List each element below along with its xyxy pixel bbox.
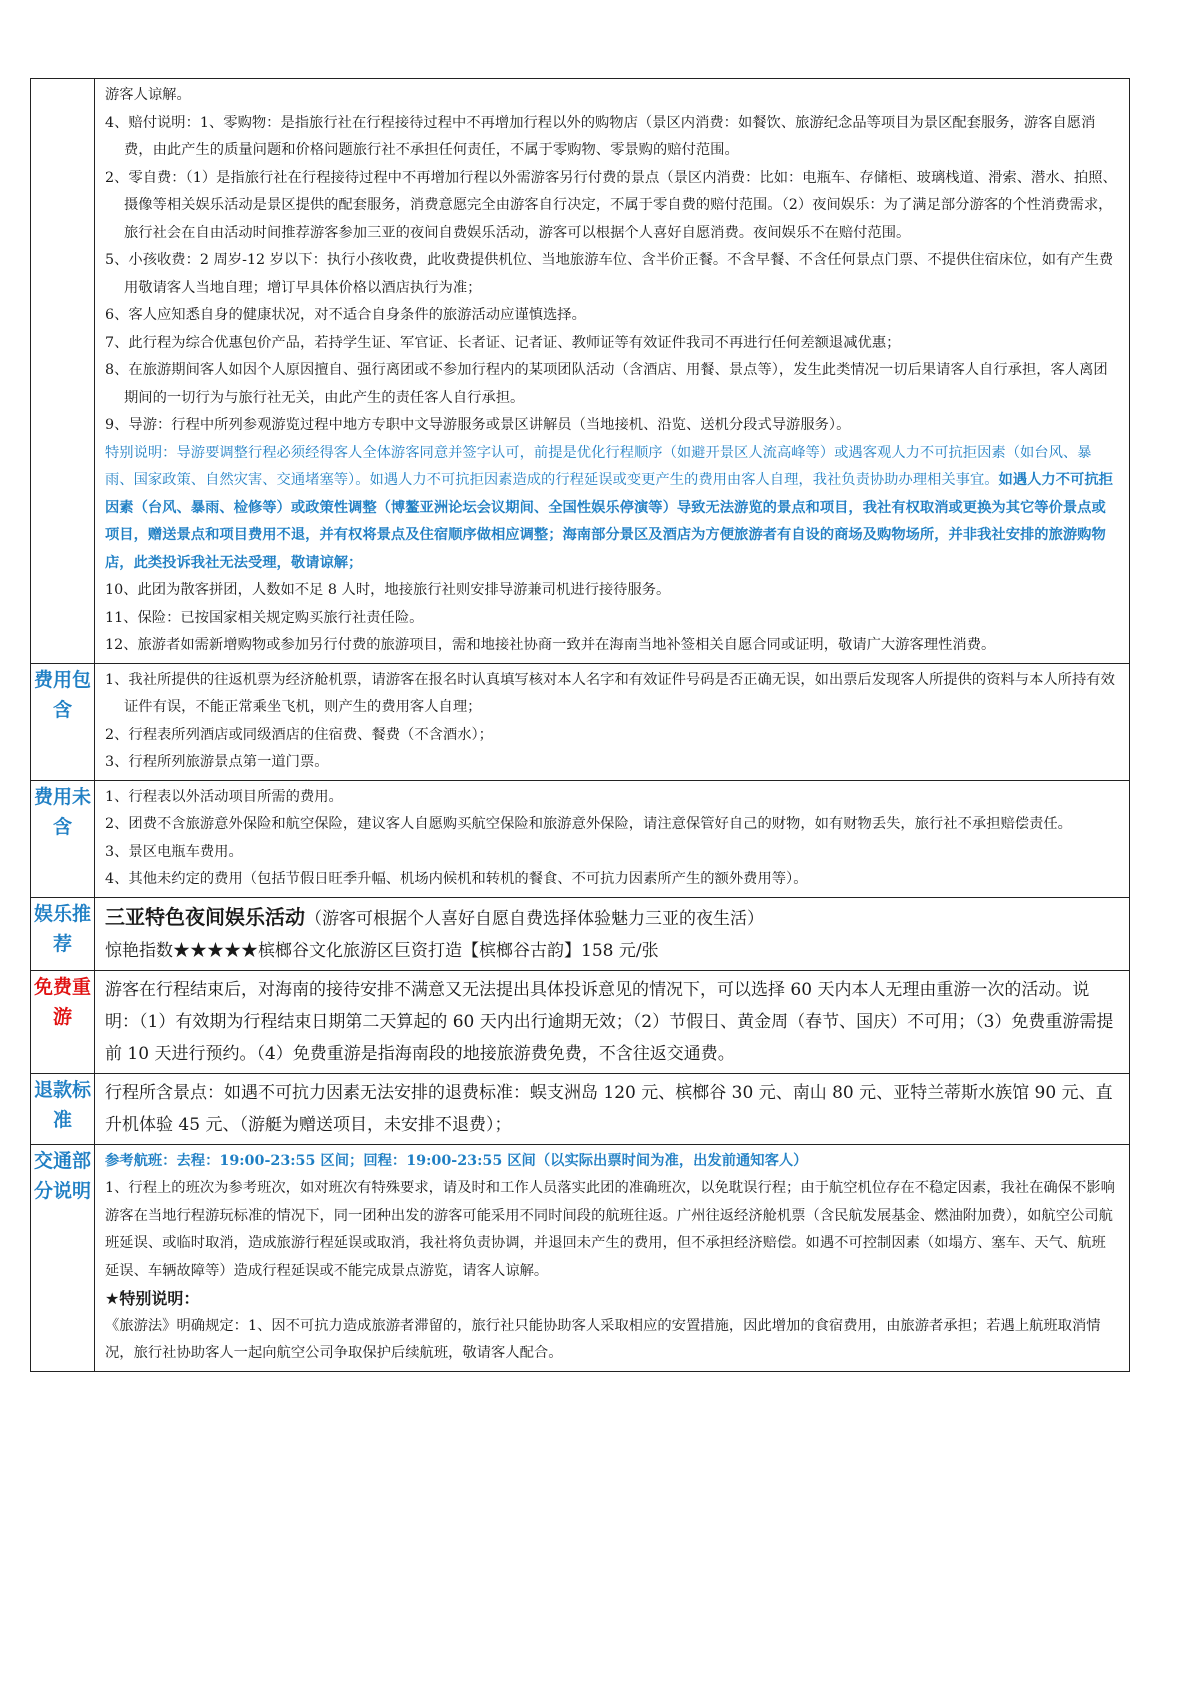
notes-content xyxy=(95,79,1130,664)
included-label: 费用包含 xyxy=(31,663,95,780)
special-note-blue xyxy=(105,440,1119,578)
notes-item: 4、赔付说明：1、零购物：是指旅行社在行程接待过程中不再增加行程以外的购物店（景区内消费：如餐饮、旅游纪念品等项目为景区配套服务，游客自愿消费，由此产生的质量问题和价格问题旅行社不承担任何责任，不属于零购物、零景购的赔付范围。 xyxy=(105,114,1096,158)
notes-intro: 游客人谅解。 xyxy=(105,87,191,103)
notes-item: 2、零自费：（1）是指旅行社在行程接待过程中不再增加行程以外需游客另行付费的景点（景区内消费：比如：电瓶车、存储柜、玻璃栈道、滑索、潜水、拍照、摄像等相关娱乐活动是景区提供的配套服务，消费意愿完全由游客自行决定，不属于零自费的赔付范围。（2）夜间娱乐：为了满足部分游客的个性消费需求，旅行社会在自由活动时间推荐游客参加三亚的夜间自费娱乐活动，游客可以根据个人喜好自愿消费。夜间娱乐不在赔付范围。 xyxy=(105,169,1117,241)
excluded-item: 1、行程表以外活动项目所需的费用。 xyxy=(105,788,343,805)
refund-text: 行程所含景点：如遇不可抗力因素无法安排的退费标准：蜈支洲岛 120 元、槟榔谷 30 元、南山 80 元、亚特兰蒂斯水族馆 90 元、直升机体验 45 元、（游艇为赠送项目，未安排不退费）； xyxy=(105,1082,1113,1135)
refund-label: 退款标准 xyxy=(31,1073,95,1144)
transport-content xyxy=(95,1144,1130,1371)
entertainment-label: 娱乐推荐 xyxy=(31,897,95,970)
transport-label: 交通部分说明 xyxy=(31,1144,95,1371)
free-retour-label: 免费重游 xyxy=(31,970,95,1073)
included-item: 2、行程表所列酒店或同级酒店的住宿费、餐费（不含酒水）； xyxy=(105,726,493,743)
refund-row xyxy=(31,1073,1130,1144)
notes-item: 6、客人应知悉自身的健康状况，对不适合自身条件的旅游活动应谨慎选择。 xyxy=(105,307,586,323)
flight-reference: 参考航班：去程：19:00-23:55 区间；回程：19:00-23:55 区间（以实际出票时间为准，出发前通知客人） xyxy=(105,1152,808,1169)
free-retour-text: 游客在行程结束后，对海南的接待安排不满意又无法提出具体投诉意见的情况下，可以选择 60 天内本人无理由重游一次的活动。说明：（1）有效期为行程结束日期第二天算起的 60 天内出行逾期无效；（2）节假日、黄金周（春节、国庆）不可用；（3）免费重游需提前 10 天进行预约。（4）免费重游是指海南段的地接旅游费免费，不含往返交通费。 xyxy=(105,979,1114,1064)
notes-label-cell xyxy=(31,79,95,664)
excluded-item: 4、其他未约定的费用（包括节假日旺季升幅、机场内候机和转机的餐食、不可抗力因素所产生的额外费用等）。 xyxy=(105,871,808,887)
notes-item: 11、保险：已按国家相关规定购买旅行社责任险。 xyxy=(105,609,424,626)
notes-row xyxy=(31,79,1130,664)
entertainment-row xyxy=(31,897,1130,970)
notes-item: 5、小孩收费：2 周岁-12 岁以下：执行小孩收费，此收费提供机位、当地旅游车位、含半价正餐。不含早餐、不含任何景点门票、不提供住宿床位，如有产生费用敬请客人当地自理；增订早具体价格以酒店执行为准； xyxy=(105,252,1114,296)
notes-item: 9、导游：行程中所列参观游览过程中地方专职中文导游服务或景区讲解员（当地接机、沿览、送机分段式导游服务）。 xyxy=(105,417,851,433)
entertainment-heading xyxy=(105,901,1119,935)
included-item: 1、我社所提供的往返机票为经济舱机票，请游客在报名时认真填写核对本人名字和有效证件号码是否正确无误，如出票后发现客人所提供的资料与本人所持有效证件有误，不能正常乘坐飞机，则产生的费用客人自理； xyxy=(105,671,1115,715)
included-item: 3、行程所列旅游景点第一道门票。 xyxy=(105,754,329,770)
notes-item: 12、旅游者如需新增购物或参加另行付费的旅游项目，需和地接社协商一致并在海南当地补签相关自愿合同或证明，敬请广大游客理性消费。 xyxy=(105,637,996,653)
special-text: 《旅游法》明确规定：1、因不可抗力造成旅游者滞留的，旅行社只能协助客人采取相应的安置措施，因此增加的食宿费用，由旅游者承担；若遇上航班取消情况，旅行社协助客人一起向航空公司争取保护后续航班，敬请客人配合。 xyxy=(105,1317,1101,1361)
included-row xyxy=(31,663,1130,780)
notes-item: 8、在旅游期间客人如因个人原因擅自、强行离团或不参加行程内的某项团队活动（含酒店、用餐、景点等），发生此类情况一切后果请客人自行承担，客人离团期间的一切行为与旅行社无关，由此产生的责任客人自行承担。 xyxy=(105,362,1108,406)
included-content xyxy=(95,663,1130,780)
excluded-content xyxy=(95,780,1130,897)
refund-content xyxy=(95,1073,1130,1144)
entertainment-subtitle: （游客可根据个人喜好自愿自费选择体验魅力三亚的夜生活） xyxy=(305,908,764,929)
transport-row xyxy=(31,1144,1130,1371)
notes-item: 10、此团为散客拼团，人数如不足 8 人时，地接旅行社则安排导游兼司机进行接待服务。 xyxy=(105,582,671,598)
special-note-part-a: 特别说明：导游要调整行程必须经得客人全体游客同意并签字认可，前提是优化行程顺序（如避开景区人流高峰等）或遇客观人力不可抗拒因素（如台风、暴雨、国家政策、自然灾害、交通堵塞等）。如遇人力不可抗拒因素造成的行程延误或变更产生的费用由客人自理，我社负责协助办理相关事宜。 xyxy=(105,444,1092,488)
excluded-item: 3、景区电瓶车费用。 xyxy=(105,843,243,860)
free-retour-row xyxy=(31,970,1130,1073)
notes-item: 7、此行程为综合优惠包价产品，若持学生证、军官证、长者证、记者证、教师证等有效证件我司不再进行任何差额退减优惠； xyxy=(105,334,901,351)
special-title: ★特别说明： xyxy=(105,1289,200,1308)
excluded-item: 2、团费不含旅游意外保险和航空保险，建议客人自愿购买航空保险和旅游意外保险，请注意保管好自己的财物，如有财物丢失，旅行社不承担赔偿责任。 xyxy=(105,816,1072,832)
entertainment-item: 惊艳指数★★★★★槟榔谷文化旅游区巨资打造【槟榔谷古韵】158 元/张 xyxy=(105,940,659,961)
entertainment-content xyxy=(95,897,1130,970)
excluded-label: 费用未含 xyxy=(31,780,95,897)
transport-text: 1、行程上的班次为参考班次，如对班次有特殊要求，请及时和工作人员落实此团的准确班次，以免耽误行程；由于航空机位存在不稳定因素，我社在确保不影响游客在当地行程游玩标准的情况下，同一团种出发的游客可能采用不同时间段的航班往返。广州往返经济舱机票（含民航发展基金、燃油附加费），如航空公司航班延误、或临时取消，造成旅游行程延误或取消，我社将负责协调，并退回未产生的费用，但不承担经济赔偿。如遇不可控制因素（如塌方、塞车、天气、航班延误、车辆故障等）造成行程延误或不能完成景点游览，请客人谅解。 xyxy=(105,1180,1115,1279)
excluded-row xyxy=(31,780,1130,897)
special-note-part-b: 如遇人力不可抗拒因素（台风、暴雨、检修等）或政策性调整（博鳌亚洲论坛会议期间、全国性娱乐停演等）导致无法游览的景点和项目，我社有权取消或更换为其它等价景点或项目，赠送景点和项目费用不退，并有权将景点及住宿顺序做相应调整；海南部分景区及酒店为方便旅游者有自设的商场及购物场所，并非我社安排的旅游购物店，此类投诉我社无法受理，敬请谅解； xyxy=(105,472,1113,571)
itinerary-table xyxy=(30,78,1130,1372)
entertainment-title: 三亚特色夜间娱乐活动 xyxy=(105,904,305,929)
free-retour-content xyxy=(95,970,1130,1073)
